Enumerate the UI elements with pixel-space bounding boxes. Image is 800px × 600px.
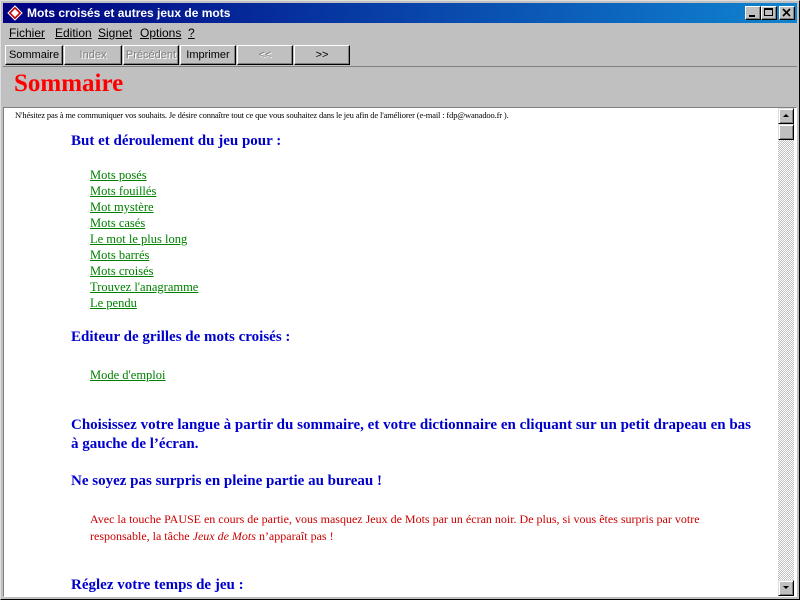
intro-text: N'hésitez pas à me communiquer vos souhaits. Je désire connaître tout ce que vous souhaitez dans le jeu afin de l'améliorer (e-mail : fdp@wanadoo.fr ).: [15, 110, 509, 120]
scroll-down-button[interactable]: [778, 580, 794, 596]
menu-edition[interactable]: [55, 25, 92, 41]
minimize-button[interactable]: [745, 6, 761, 20]
link-le-pendu[interactable]: Le pendu: [90, 296, 137, 310]
vertical-scrollbar[interactable]: [778, 108, 794, 596]
menu-signet[interactable]: [98, 25, 132, 41]
menu-label: Fichier: [9, 26, 46, 40]
menu-label: Options: [140, 26, 182, 40]
title-bar[interactable]: [3, 3, 797, 23]
toolbar: [3, 44, 797, 66]
app-icon[interactable]: [7, 5, 23, 21]
topic-header: [3, 66, 797, 106]
pause-note-app-name: Jeux de Mots: [192, 529, 256, 543]
menu-bar: [3, 24, 797, 42]
pause-note-text: Avec la touche PAUSE en cours de partie, vous masquez Jeux de Mots par un écran noir. De plus, si vous êtes surpris par votre responsable, la tâche: [90, 512, 700, 543]
menu-help[interactable]: [188, 25, 195, 41]
editor-heading: Editeur de grilles de mots croisés :: [71, 329, 291, 345]
time-heading: Réglez votre temps de jeu :: [71, 577, 244, 593]
content-frame: [3, 107, 797, 597]
pause-note: [90, 511, 750, 545]
link-mots-fouilles[interactable]: Mots fouillés: [90, 184, 157, 198]
browse-forward-button[interactable]: >>: [294, 45, 350, 65]
topic-content: [4, 108, 778, 596]
link-mot-plus-long[interactable]: Le mot le plus long: [90, 232, 188, 246]
link-mots-cases[interactable]: Mots casés: [90, 216, 146, 230]
menu-label: Edition: [55, 26, 92, 40]
close-button[interactable]: [779, 6, 795, 20]
link-mot-mystere[interactable]: Mot mystère: [90, 200, 154, 214]
scroll-up-button[interactable]: [778, 108, 794, 124]
link-mots-croises[interactable]: Mots croisés: [90, 264, 154, 278]
scroll-thumb[interactable]: [778, 124, 794, 140]
link-anagramme[interactable]: Trouvez l'anagramme: [90, 280, 199, 294]
maximize-button[interactable]: [761, 6, 777, 20]
menu-fichier[interactable]: [9, 25, 45, 41]
browse-back-button[interactable]: <<: [237, 45, 293, 65]
link-mots-poses[interactable]: Mots posés: [90, 168, 147, 182]
index-button[interactable]: Index: [64, 45, 122, 65]
sommaire-button[interactable]: Sommaire: [5, 45, 63, 65]
menu-options[interactable]: [140, 25, 181, 41]
menu-label: ?: [188, 26, 195, 40]
window-title: Mots croisés et autres jeux de mots: [27, 6, 231, 20]
menu-label: Signet: [98, 26, 133, 40]
imprimer-button[interactable]: Imprimer: [180, 45, 236, 65]
arrow-down-icon: [782, 585, 790, 591]
goal-heading: But et déroulement du jeu pour :: [71, 133, 282, 149]
arrow-up-icon: [782, 113, 790, 119]
page-title: Sommaire: [14, 70, 124, 97]
link-mots-barres[interactable]: Mots barrés: [90, 248, 150, 262]
precedent-button[interactable]: Précédent: [123, 45, 179, 65]
link-mode-emploi[interactable]: Mode d'emploi: [90, 368, 166, 382]
language-note: Choisissez votre langue à partir du sommaire, et votre dictionnaire en cliquant sur un petit drapeau en bas à gauche de l’écran.: [71, 417, 752, 452]
pause-heading: Ne soyez pas surpris en pleine partie au bureau !: [71, 473, 382, 489]
pause-note-end: n’apparaît pas !: [255, 529, 334, 543]
